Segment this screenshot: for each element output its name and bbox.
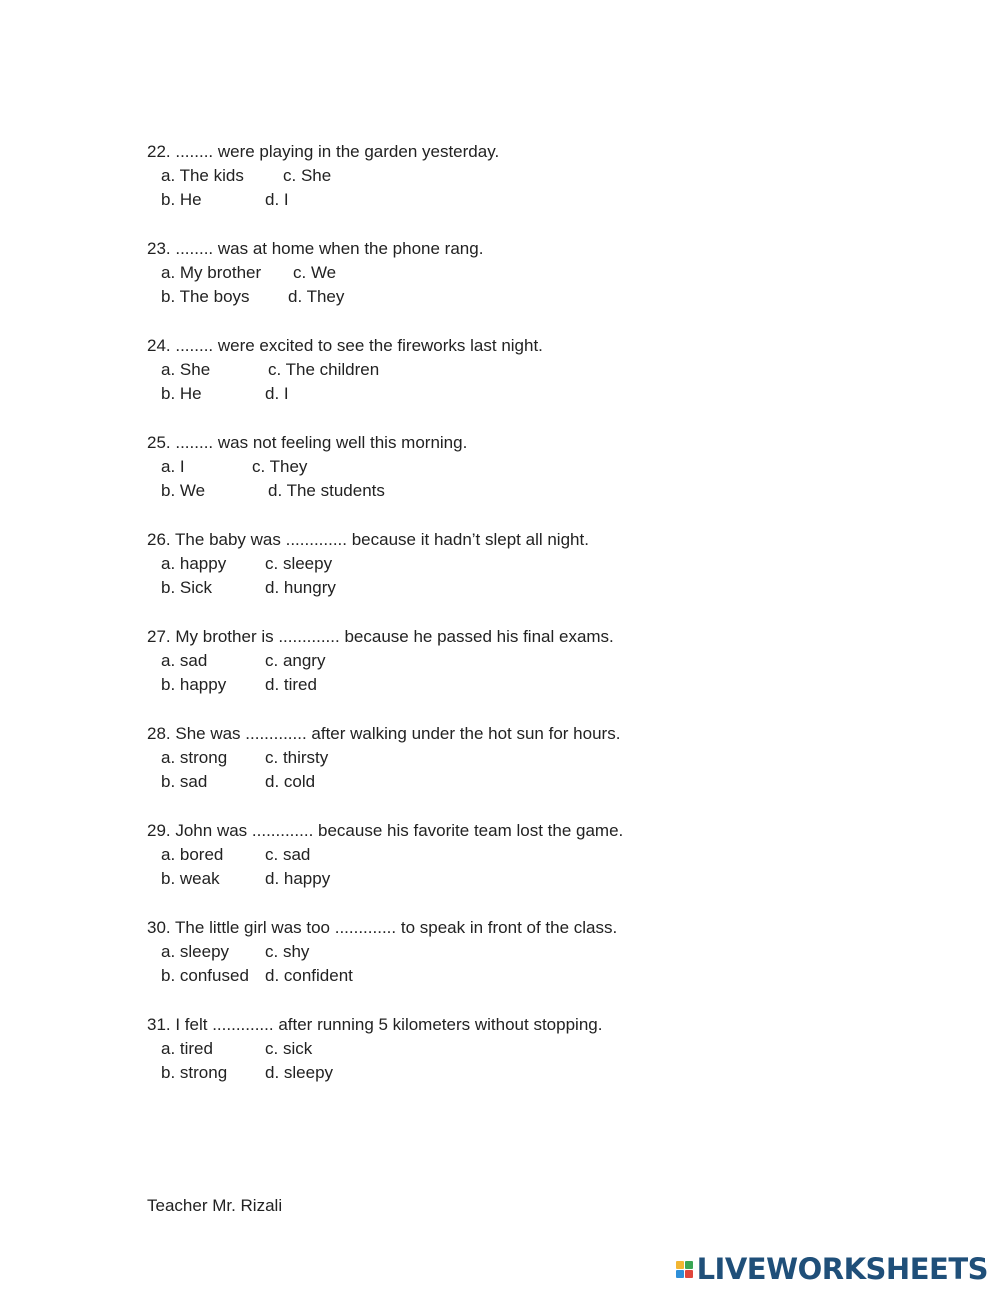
option-a[interactable]: a. strong xyxy=(161,748,228,767)
options-row xyxy=(147,166,767,190)
option-c[interactable]: c. The children xyxy=(268,360,380,379)
option-b[interactable]: b. He xyxy=(161,190,202,209)
option-a[interactable]: a. bored xyxy=(161,845,224,864)
logo-mark-icon xyxy=(676,1261,693,1278)
logo-mark-square xyxy=(676,1270,684,1278)
option-d[interactable]: d. tired xyxy=(265,675,317,694)
option-d[interactable]: d. I xyxy=(265,190,289,209)
question-stem: 29. John was ............. because his favorite team lost the game. xyxy=(147,821,624,840)
options-row xyxy=(147,1063,767,1087)
teacher-name: Teacher Mr. Rizali xyxy=(147,1196,283,1215)
question-stem: 28. She was ............. after walking under the hot sun for hours. xyxy=(147,724,621,743)
question-stem: 30. The little girl was too ............. to speak in front of the class. xyxy=(147,918,618,937)
option-d[interactable]: d. sleepy xyxy=(265,1063,334,1082)
option-b[interactable]: b. Sick xyxy=(161,578,213,597)
option-d[interactable]: d. I xyxy=(265,384,289,403)
logo-mark-square xyxy=(676,1261,684,1269)
option-c[interactable]: c. She xyxy=(283,166,332,185)
option-c[interactable]: c. thirsty xyxy=(265,748,329,767)
options-row xyxy=(147,554,767,578)
question-27 xyxy=(147,627,767,699)
question-stem: 22. ........ were playing in the garden yesterday. xyxy=(147,142,500,161)
question-22 xyxy=(147,142,767,214)
logo-mark-square xyxy=(685,1261,693,1269)
question-stem: 27. My brother is ............. because he passed his final exams. xyxy=(147,627,614,646)
question-26 xyxy=(147,530,767,602)
question-29 xyxy=(147,821,767,893)
option-a[interactable]: a. The kids xyxy=(161,166,244,185)
question-24 xyxy=(147,336,767,408)
options-row xyxy=(147,360,767,384)
logo-mark-square xyxy=(685,1270,693,1278)
options-row xyxy=(147,287,767,311)
option-a[interactable]: a. My brother xyxy=(161,263,262,282)
option-d[interactable]: d. confident xyxy=(265,966,353,985)
question-28 xyxy=(147,724,767,796)
options-row xyxy=(147,651,767,675)
options-row xyxy=(147,190,767,214)
question-stem: 31. I felt ............. after running 5 kilometers without stopping. xyxy=(147,1015,603,1034)
option-b[interactable]: b. weak xyxy=(161,869,220,888)
options-row xyxy=(147,748,767,772)
options-row xyxy=(147,942,767,966)
liveworksheets-logo[interactable] xyxy=(676,1252,988,1286)
option-a[interactable]: a. happy xyxy=(161,554,227,573)
options-row xyxy=(147,1039,767,1063)
option-a[interactable]: a. She xyxy=(161,360,211,379)
options-row xyxy=(147,457,767,481)
option-b[interactable]: b. strong xyxy=(161,1063,228,1082)
option-c[interactable]: c. sad xyxy=(265,845,311,864)
question-25 xyxy=(147,433,767,505)
option-c[interactable]: c. angry xyxy=(265,651,326,670)
options-row xyxy=(147,578,767,602)
option-c[interactable]: c. We xyxy=(293,263,337,282)
option-c[interactable]: c. They xyxy=(252,457,308,476)
option-c[interactable]: c. shy xyxy=(265,942,310,961)
option-b[interactable]: b. sad xyxy=(161,772,208,791)
question-23 xyxy=(147,239,767,311)
question-31 xyxy=(147,1015,767,1087)
question-stem: 24. ........ were excited to see the fireworks last night. xyxy=(147,336,543,355)
options-row xyxy=(147,481,767,505)
question-stem: 26. The baby was ............. because it hadn’t slept all night. xyxy=(147,530,589,549)
option-b[interactable]: b. confused xyxy=(161,966,249,985)
option-a[interactable]: a. sad xyxy=(161,651,208,670)
options-row xyxy=(147,869,767,893)
option-d[interactable]: d. hungry xyxy=(265,578,336,597)
option-b[interactable]: b. We xyxy=(161,481,206,500)
options-row xyxy=(147,966,767,990)
question-stem: 23. ........ was at home when the phone rang. xyxy=(147,239,484,258)
option-b[interactable]: b. The boys xyxy=(161,287,250,306)
option-c[interactable]: c. sleepy xyxy=(265,554,333,573)
option-d[interactable]: d. cold xyxy=(265,772,316,791)
option-a[interactable]: a. tired xyxy=(161,1039,213,1058)
options-row xyxy=(147,384,767,408)
question-30 xyxy=(147,918,767,990)
option-d[interactable]: d. They xyxy=(288,287,345,306)
option-a[interactable]: a. I xyxy=(161,457,185,476)
options-row xyxy=(147,772,767,796)
option-b[interactable]: b. happy xyxy=(161,675,227,694)
options-row xyxy=(147,675,767,699)
option-d[interactable]: d. happy xyxy=(265,869,331,888)
options-row xyxy=(147,845,767,869)
question-stem: 25. ........ was not feeling well this morning. xyxy=(147,433,468,452)
logo-text: LIVEWORKSHEETS xyxy=(696,1252,988,1286)
option-c[interactable]: c. sick xyxy=(265,1039,313,1058)
options-row xyxy=(147,263,767,287)
option-d[interactable]: d. The students xyxy=(268,481,385,500)
option-a[interactable]: a. sleepy xyxy=(161,942,230,961)
option-b[interactable]: b. He xyxy=(161,384,202,403)
